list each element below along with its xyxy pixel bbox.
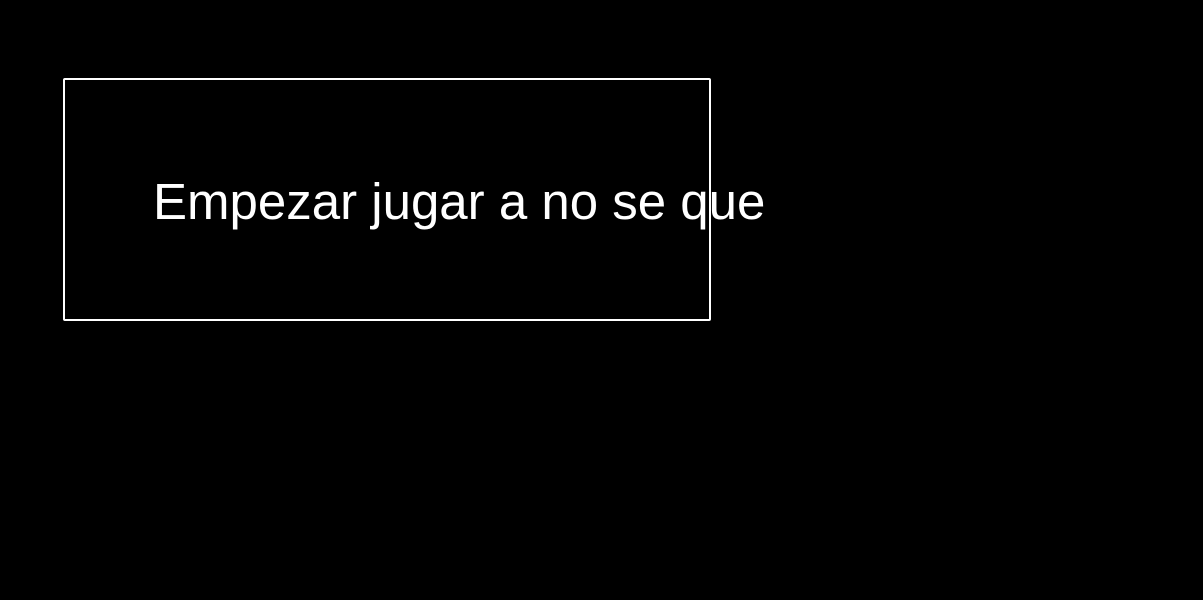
- start-game-button[interactable]: [63, 78, 711, 321]
- start-game-label: Empezar jugar a no se que: [153, 173, 766, 230]
